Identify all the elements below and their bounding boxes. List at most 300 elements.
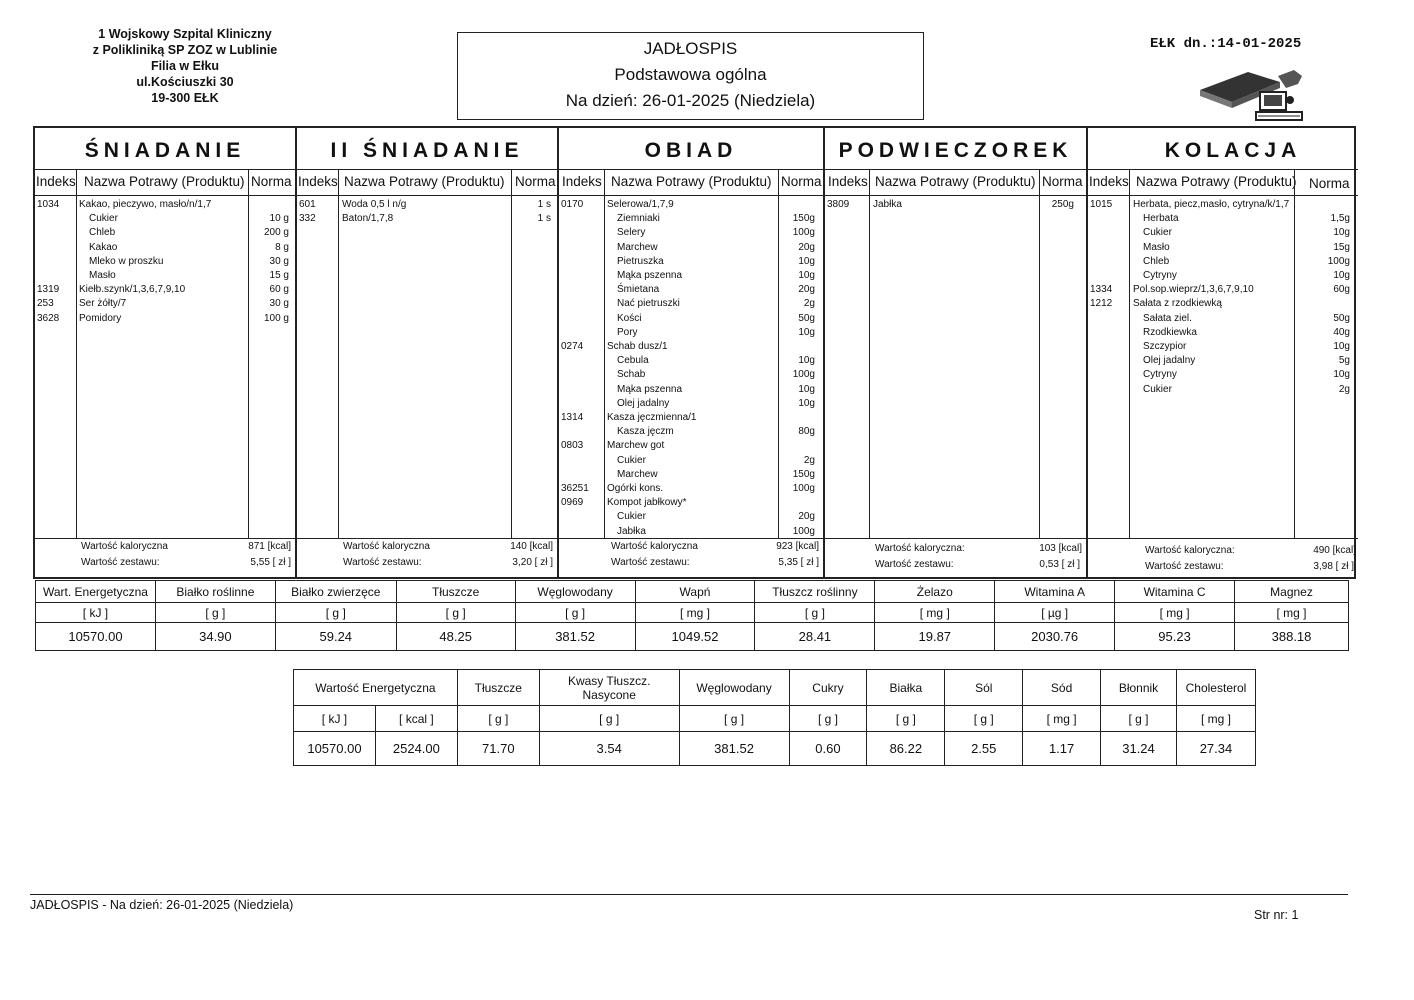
menu-item-row: [1088, 198, 1358, 212]
item-name: Olej jadalny: [1143, 355, 1196, 367]
nutrient-header: Wartość Energetyczna: [294, 670, 458, 706]
nutrition-table-main: [35, 580, 1349, 651]
menu-item-row: [1088, 212, 1358, 226]
menu-item-row: [35, 283, 295, 297]
menu-item-row: [825, 198, 1086, 212]
item-index: 1334: [1090, 284, 1113, 296]
kcal-label: Wartość kaloryczna: [611, 541, 698, 552]
menu-item-row: [35, 212, 295, 226]
item-norm: 100g: [792, 369, 815, 381]
menu-item-row: [1088, 269, 1358, 283]
item-name: Baton/1,7,8: [342, 213, 394, 225]
menu-item-row: [559, 226, 823, 240]
item-norm: 50g: [1333, 312, 1350, 324]
menu-item-row: [559, 496, 823, 510]
menu-item-row: [1088, 383, 1358, 397]
item-norm: 60g: [1333, 284, 1350, 296]
menu-item-row: [35, 255, 295, 269]
menu-item-row: [559, 439, 823, 453]
item-index: 601: [299, 199, 316, 210]
item-name: Chleb: [89, 227, 116, 239]
menu-item-row: [297, 198, 557, 212]
item-norm: 15g: [1333, 241, 1350, 253]
item-name: Mleko w proszku: [89, 255, 164, 267]
nutrient-header: Błonnik: [1101, 670, 1177, 706]
item-name: Sałata z rzodkiewką: [1133, 298, 1222, 310]
item-name: Pomidory: [79, 312, 122, 324]
item-norm: 2g: [1338, 383, 1350, 395]
item-name: Cukier: [617, 511, 646, 523]
item-norm: 8 g: [275, 241, 289, 253]
menu-item-row: [35, 226, 295, 240]
menu-item-row: [559, 212, 823, 226]
page-title: JADŁOSPIS: [643, 39, 738, 58]
menu-item-row: [559, 525, 823, 539]
item-name: Cytryny: [1143, 270, 1177, 281]
item-norm: 20g: [798, 241, 815, 253]
meal-column-afternoon-snack: [825, 128, 1088, 577]
item-norm: 10g: [798, 255, 815, 267]
item-name: Olej jadalny: [617, 397, 670, 409]
nutrient-unit: [ g ]: [679, 706, 789, 732]
menu-item-row: [559, 312, 823, 326]
nutrient-unit: [ mg ]: [1023, 706, 1101, 732]
item-norm: 10g: [1333, 369, 1350, 381]
menu-table: [33, 126, 1356, 579]
header-norm: Norma: [251, 174, 292, 189]
cost-value: 3,20 [ zł ]: [512, 557, 553, 568]
nutrient-value: 28.41: [755, 623, 875, 651]
hospital-line: z Polikliniką SP ZOZ w Lublinie: [92, 43, 278, 57]
menu-item-row: [35, 269, 295, 283]
nutrient-header: Tłuszcze: [457, 670, 539, 706]
menu-item-row: [559, 241, 823, 255]
cost-label: Wartość zestawu:: [1145, 561, 1224, 572]
item-norm: 100g: [792, 227, 815, 239]
item-norm: 10g: [1333, 227, 1350, 239]
menu-item-row: [559, 397, 823, 411]
item-name: Woda 0,5 l n/g: [342, 199, 407, 210]
item-norm: 10g: [1333, 341, 1350, 352]
column-header-row: [35, 170, 295, 196]
item-index: 332: [299, 213, 316, 225]
kcal-value: 140 [kcal]: [510, 541, 553, 552]
item-name: Sałata ziel.: [1143, 312, 1192, 324]
nutrition-value-row: [294, 732, 1256, 766]
item-norm: 200 g: [263, 227, 289, 239]
menu-item-row: [559, 283, 823, 297]
item-name: Cukier: [1143, 383, 1172, 395]
item-index: 1034: [37, 199, 60, 210]
meal-title: KOLACJA: [1088, 128, 1358, 170]
item-name: Schab: [617, 369, 646, 381]
nutrient-header: Tłuszcze: [396, 581, 515, 603]
header-norm: Norma: [515, 174, 556, 189]
meal-title: II ŚNIADANIE: [297, 128, 557, 170]
item-name: Chleb: [1143, 255, 1170, 267]
menu-item-row: [1088, 297, 1358, 311]
item-name: Szczypior: [1143, 341, 1187, 352]
item-name: Jabłka: [617, 525, 646, 537]
item-norm: 100g: [792, 483, 815, 494]
item-norm: 10g: [798, 270, 815, 281]
item-name: Kompot jabłkowy*: [607, 497, 687, 509]
item-name: Herbata, piecz,masło, cytryna/k/1,7: [1133, 199, 1290, 210]
nutrient-unit: [ g ]: [539, 706, 679, 732]
header-index: Indeks: [36, 174, 76, 189]
meal-summary: [35, 538, 295, 579]
menu-item-row: [35, 198, 295, 212]
item-norm: 1 s: [537, 213, 551, 225]
item-norm: 15 g: [269, 270, 289, 281]
header-name: Nazwa Potrawy (Produktu): [875, 174, 1036, 189]
page-number: Str nr: 1: [1254, 908, 1299, 922]
title-box: [457, 32, 924, 120]
nutrient-header: Cukry: [789, 670, 867, 706]
menu-item-row: [559, 326, 823, 340]
menu-item-row: [559, 383, 823, 397]
column-header-row: [559, 170, 823, 196]
item-name: Śmietana: [617, 284, 660, 296]
item-norm: 1 s: [537, 199, 551, 210]
hospital-line: ul.Kościuszki 30: [136, 75, 234, 89]
item-index: 1314: [561, 412, 584, 423]
menu-item-row: [1088, 226, 1358, 240]
cost-value: 0,53 [ zł ]: [1039, 559, 1080, 570]
item-norm: 20g: [798, 511, 815, 523]
nutrition-header-row: [36, 581, 1349, 603]
kcal-value: 490 [kcal]: [1313, 545, 1356, 556]
hospital-line: 1 Wojskowy Szpital Kliniczny: [98, 27, 272, 41]
nutrient-unit: [ µg ]: [995, 603, 1115, 623]
meal-column-breakfast: [35, 128, 297, 577]
kcal-value: 923 [kcal]: [776, 541, 819, 552]
item-norm: 100g: [1327, 255, 1350, 267]
nutrient-unit: [ g ]: [867, 706, 945, 732]
nutrient-header: Kwasy Tłuszcz. Nasycone: [539, 670, 679, 706]
item-norm: 10g: [798, 355, 815, 367]
menu-item-row: [559, 482, 823, 496]
nutrient-value: 31.24: [1101, 732, 1177, 766]
menu-item-row: [1088, 283, 1358, 297]
item-norm: 20g: [798, 284, 815, 296]
menu-item-row: [559, 368, 823, 382]
menu-item-row: [559, 340, 823, 354]
nutrient-unit: [ mg ]: [875, 603, 995, 623]
kcal-label: Wartość kaloryczna: [343, 541, 430, 552]
item-norm: 5g: [1338, 355, 1350, 367]
nutrient-unit: [ g ]: [1101, 706, 1177, 732]
cost-label: Wartość zestawu:: [875, 559, 954, 570]
item-norm: 50g: [798, 312, 815, 324]
header-name: Nazwa Potrawy (Produktu): [344, 174, 505, 189]
menu-item-row: [1088, 241, 1358, 255]
hospital-line: Filia w Ełku: [150, 59, 220, 73]
header-index: Indeks: [828, 174, 868, 189]
menu-item-row: [559, 411, 823, 425]
item-name: Cukier: [89, 213, 118, 225]
meal-summary: [559, 538, 823, 579]
item-name: Pory: [617, 326, 638, 338]
item-name: Masło: [1143, 241, 1170, 253]
item-norm: 150g: [792, 213, 815, 225]
item-index: 1319: [37, 284, 60, 296]
menu-item-row: [1088, 326, 1358, 340]
menu-item-row: [559, 468, 823, 482]
nutrient-value: 10570.00: [36, 623, 156, 651]
item-name: Pietruszka: [617, 255, 664, 267]
item-norm: 80g: [798, 426, 815, 438]
item-norm: 10g: [798, 326, 815, 338]
nutrient-unit: [ mg ]: [1176, 706, 1255, 732]
cost-value: 5,55 [ zł ]: [250, 557, 291, 568]
item-name: Ser żółty/7: [79, 298, 127, 310]
item-name: Marchew: [617, 468, 658, 480]
nutrient-header: Wart. Energetyczna: [36, 581, 156, 603]
item-index: 1212: [1090, 298, 1113, 310]
item-name: Schab dusz/1: [607, 341, 668, 352]
footer-title: JADŁOSPIS - Na dzień: 26-01-2025 (Niedziela): [30, 898, 294, 912]
nutrient-value: 59.24: [275, 623, 396, 651]
nutrient-header: Węglowodany: [679, 670, 789, 706]
item-name: Cebula: [617, 355, 649, 367]
menu-item-row: [1088, 368, 1358, 382]
nutrient-unit: [ g ]: [755, 603, 875, 623]
item-name: Masło: [89, 270, 116, 281]
item-name: Pol.sop.wieprz/1,3,6,7,9,10: [1133, 284, 1254, 296]
nutrition-value-row: [36, 623, 1349, 651]
kcal-value: 103 [kcal]: [1039, 543, 1082, 554]
menu-item-row: [1088, 354, 1358, 368]
nutrient-value: 0.60: [789, 732, 867, 766]
item-name: Kiełb.szynk/1,3,6,7,9,10: [79, 284, 186, 296]
item-norm: 2g: [803, 454, 815, 466]
nutrient-unit: [ g ]: [155, 603, 275, 623]
menu-item-row: [559, 454, 823, 468]
nutrient-header: Tłuszcz roślinny: [755, 581, 875, 603]
nutrient-header: Magnez: [1235, 581, 1349, 603]
item-norm: 250g: [1051, 199, 1074, 210]
nutrient-header: Białko zwierzęce: [275, 581, 396, 603]
kcal-label: Wartość kaloryczna: [81, 541, 168, 552]
nutrient-value: 381.52: [515, 623, 635, 651]
item-name: Cytryny: [1143, 369, 1177, 381]
footer-divider: [30, 894, 1348, 895]
item-index: 36251: [561, 483, 589, 494]
nutrient-value: 1049.52: [635, 623, 755, 651]
nutrient-value: 86.22: [867, 732, 945, 766]
hospital-line: 19-300 EŁK: [151, 91, 219, 105]
menu-item-row: [559, 354, 823, 368]
menu-item-row: [1088, 340, 1358, 354]
nutrient-unit: [ g ]: [457, 706, 539, 732]
item-name: Herbata: [1143, 213, 1179, 225]
nutrient-unit: [ kJ ]: [294, 706, 376, 732]
computer-logo-icon: [1198, 62, 1308, 124]
nutrition-header-row: [294, 670, 1256, 706]
item-index: 253: [37, 298, 54, 310]
nutrient-value: 34.90: [155, 623, 275, 651]
nutrient-header: Cholesterol: [1176, 670, 1255, 706]
nutrient-value: 2030.76: [995, 623, 1115, 651]
menu-date: Na dzień: 26-01-2025 (Niedziela): [565, 91, 816, 110]
hospital-address: [60, 26, 310, 106]
item-norm: 40g: [1333, 326, 1350, 338]
menu-item-row: [35, 241, 295, 255]
meal-column-lunch: [559, 128, 825, 577]
item-name: Kakao: [89, 241, 118, 253]
item-name: Ogórki kons.: [607, 483, 664, 494]
header-index: Indeks: [562, 174, 602, 189]
nutrient-value: 48.25: [396, 623, 515, 651]
nutrient-unit: [ g ]: [275, 603, 396, 623]
item-norm: 10g: [798, 397, 815, 409]
item-index: 1015: [1090, 199, 1113, 210]
item-name: Selery: [617, 227, 646, 239]
header-norm: Norma: [1309, 176, 1350, 191]
nutrient-header: Węglowodany: [515, 581, 635, 603]
header-norm: Norma: [781, 174, 822, 189]
kcal-label: Wartość kaloryczna:: [1145, 545, 1235, 556]
nutrient-header: Żelazo: [875, 581, 995, 603]
item-norm: 150g: [792, 468, 815, 480]
item-norm: 100 g: [263, 312, 289, 324]
nutrient-value: 2.55: [945, 732, 1023, 766]
nutrient-unit: [ g ]: [945, 706, 1023, 732]
header-index: Indeks: [1089, 174, 1129, 189]
meal-summary: [1088, 538, 1358, 579]
nutrient-header: Sód: [1023, 670, 1101, 706]
nutrition-table-label: [293, 669, 1256, 766]
menu-item-row: [559, 198, 823, 212]
header-name: Nazwa Potrawy (Produktu): [611, 174, 772, 189]
item-norm: 2g: [803, 298, 815, 310]
item-norm: 10 g: [269, 213, 289, 225]
meal-column-second-breakfast: [297, 128, 559, 577]
nutrient-unit: [ g ]: [396, 603, 515, 623]
item-name: Kakao, pieczywo, masło/n/1,7: [79, 199, 212, 210]
nutrient-value: 19.87: [875, 623, 995, 651]
nutrient-value: 381.52: [679, 732, 789, 766]
menu-item-row: [35, 297, 295, 311]
item-name: Marchew got: [607, 440, 665, 452]
item-name: Kości: [617, 312, 642, 324]
column-header-row: [297, 170, 557, 196]
print-date: EŁK dn.:14-01-2025: [1150, 36, 1302, 52]
item-norm: 30 g: [269, 298, 289, 310]
item-norm: 10g: [798, 383, 815, 395]
item-index: 3628: [37, 312, 60, 324]
item-index: 0803: [561, 440, 584, 452]
menu-item-row: [1088, 312, 1358, 326]
item-name: Jabłka: [873, 199, 902, 210]
menu-item-row: [1088, 255, 1358, 269]
menu-item-row: [559, 510, 823, 524]
nutrient-header: Witamina A: [995, 581, 1115, 603]
kcal-label: Wartość kaloryczna:: [875, 543, 965, 554]
menu-item-row: [559, 255, 823, 269]
item-index: 3809: [827, 199, 850, 210]
nutrition-unit-row: [294, 706, 1256, 732]
nutrient-header: Wapń: [635, 581, 755, 603]
header-index: Indeks: [298, 174, 338, 189]
meal-summary: [825, 538, 1086, 579]
item-norm: 60 g: [269, 284, 289, 296]
cost-value: 3,98 [ zł ]: [1313, 561, 1354, 572]
item-index: 0170: [561, 199, 584, 210]
item-norm: 10g: [1333, 270, 1350, 281]
nutrient-unit: [ mg ]: [1115, 603, 1235, 623]
nutrient-value: 27.34: [1176, 732, 1255, 766]
cost-label: Wartość zestawu:: [611, 557, 690, 568]
nutrient-unit: [ mg ]: [635, 603, 755, 623]
nutrient-unit: [ mg ]: [1235, 603, 1349, 623]
header-name: Nazwa Potrawy (Produktu): [1136, 174, 1297, 189]
item-name: Mąka pszenna: [617, 383, 683, 395]
column-header-row: [825, 170, 1086, 196]
diet-name: Podstawowa ogólna: [614, 65, 767, 84]
kcal-value: 871 [kcal]: [248, 541, 291, 552]
header-norm: Norma: [1042, 174, 1083, 189]
item-index: 0969: [561, 497, 584, 509]
item-name: Ziemniaki: [617, 213, 660, 225]
nutrient-value: 71.70: [457, 732, 539, 766]
nutrient-unit: [ g ]: [789, 706, 867, 732]
nutrition-unit-row: [36, 603, 1349, 623]
nutrient-unit: [ kJ ]: [36, 603, 156, 623]
nutrient-unit: [ kcal ]: [375, 706, 457, 732]
item-name: Kasza jęczm: [617, 426, 674, 438]
menu-item-row: [297, 212, 557, 226]
cost-value: 5,35 [ zł ]: [778, 557, 819, 568]
meal-title: OBIAD: [559, 128, 823, 170]
nutrient-unit: [ g ]: [515, 603, 635, 623]
nutrient-value: 3.54: [539, 732, 679, 766]
item-name: Rzodkiewka: [1143, 326, 1197, 338]
nutrient-value: 10570.00: [294, 732, 376, 766]
item-name: Cukier: [1143, 227, 1172, 239]
menu-item-row: [35, 312, 295, 326]
meal-summary: [297, 538, 557, 579]
nutrient-value: 1.17: [1023, 732, 1101, 766]
meal-title: ŚNIADANIE: [35, 128, 295, 170]
meal-title: PODWIECZOREK: [825, 128, 1086, 170]
item-name: Marchew: [617, 241, 658, 253]
item-norm: 1,5g: [1330, 213, 1350, 225]
menu-item-row: [559, 297, 823, 311]
item-name: Mąka pszenna: [617, 270, 683, 281]
nutrient-header: Białka: [867, 670, 945, 706]
nutrient-value: 95.23: [1115, 623, 1235, 651]
meal-column-supper: [1088, 128, 1358, 577]
item-name: Nać pietruszki: [617, 298, 680, 310]
menu-item-row: [559, 269, 823, 283]
item-name: Kasza jęczmienna/1: [607, 412, 697, 423]
item-norm: 100g: [792, 525, 815, 537]
cost-label: Wartość zestawu:: [343, 557, 422, 568]
nutrient-header: Białko roślinne: [155, 581, 275, 603]
cost-label: Wartość zestawu:: [81, 557, 160, 568]
item-name: Selerowa/1,7,9: [607, 199, 674, 210]
nutrient-value: 388.18: [1235, 623, 1349, 651]
item-norm: 30 g: [269, 255, 289, 267]
header-name: Nazwa Potrawy (Produktu): [84, 174, 245, 189]
item-index: 0274: [561, 341, 584, 352]
menu-item-row: [559, 425, 823, 439]
nutrient-header: Sól: [945, 670, 1023, 706]
nutrient-header: Witamina C: [1115, 581, 1235, 603]
item-name: Cukier: [617, 454, 646, 466]
